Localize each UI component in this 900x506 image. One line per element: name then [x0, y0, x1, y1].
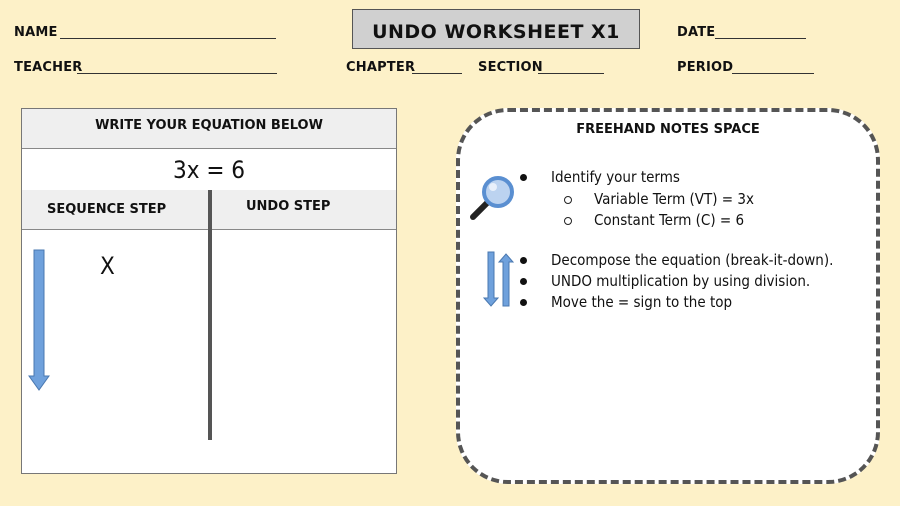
bullet-dot — [520, 174, 527, 181]
bullet-dot — [520, 257, 527, 264]
notes-panel-heading: FREEHAND NOTES SPACE — [576, 122, 760, 137]
down-arrow-icon — [28, 249, 50, 391]
period-field[interactable] — [732, 73, 814, 74]
bullet-circle — [564, 217, 572, 225]
undo-step-header: UNDO STEP — [210, 190, 396, 230]
up-down-arrows-icon — [482, 250, 516, 310]
sequence-step-header: SEQUENCE STEP — [22, 190, 210, 230]
bullet-step-2: UNDO multiplication by using division. — [520, 272, 810, 290]
equation-text[interactable]: 3x = 6 — [22, 149, 396, 191]
magnifying-glass-icon — [468, 174, 518, 222]
bullet-step-3: Move the = sign to the top — [520, 293, 732, 311]
section-label: SECTION — [478, 60, 543, 75]
date-label: DATE — [677, 25, 716, 40]
bullet-variable-term: Variable Term (VT) = 3x — [564, 190, 754, 208]
name-field[interactable] — [60, 38, 276, 39]
chapter-label: CHAPTER — [346, 60, 416, 75]
notes-panel — [456, 108, 880, 484]
teacher-label: TEACHER — [14, 60, 83, 75]
chapter-field[interactable] — [412, 73, 462, 74]
name-label: NAME — [14, 25, 58, 40]
bullet-dot — [520, 299, 527, 306]
teacher-field[interactable] — [77, 73, 277, 74]
date-field[interactable] — [715, 38, 806, 39]
bullet-step-1: Decompose the equation (break-it-down). — [520, 251, 833, 269]
equation-panel — [21, 108, 397, 474]
bullet-identify: Identify your terms — [520, 168, 680, 186]
equation-panel-heading: WRITE YOUR EQUATION BELOW — [22, 109, 396, 149]
worksheet-title-box — [352, 9, 640, 49]
bullet-dot — [520, 278, 527, 285]
sequence-entry: X — [100, 252, 115, 280]
column-divider — [208, 190, 212, 440]
worksheet-title: UNDO WORKSHEET X1 — [372, 21, 620, 43]
section-field[interactable] — [538, 73, 604, 74]
bullet-circle — [564, 196, 572, 204]
period-label: PERIOD — [677, 60, 734, 75]
bullet-constant-term: Constant Term (C) = 6 — [564, 211, 744, 229]
